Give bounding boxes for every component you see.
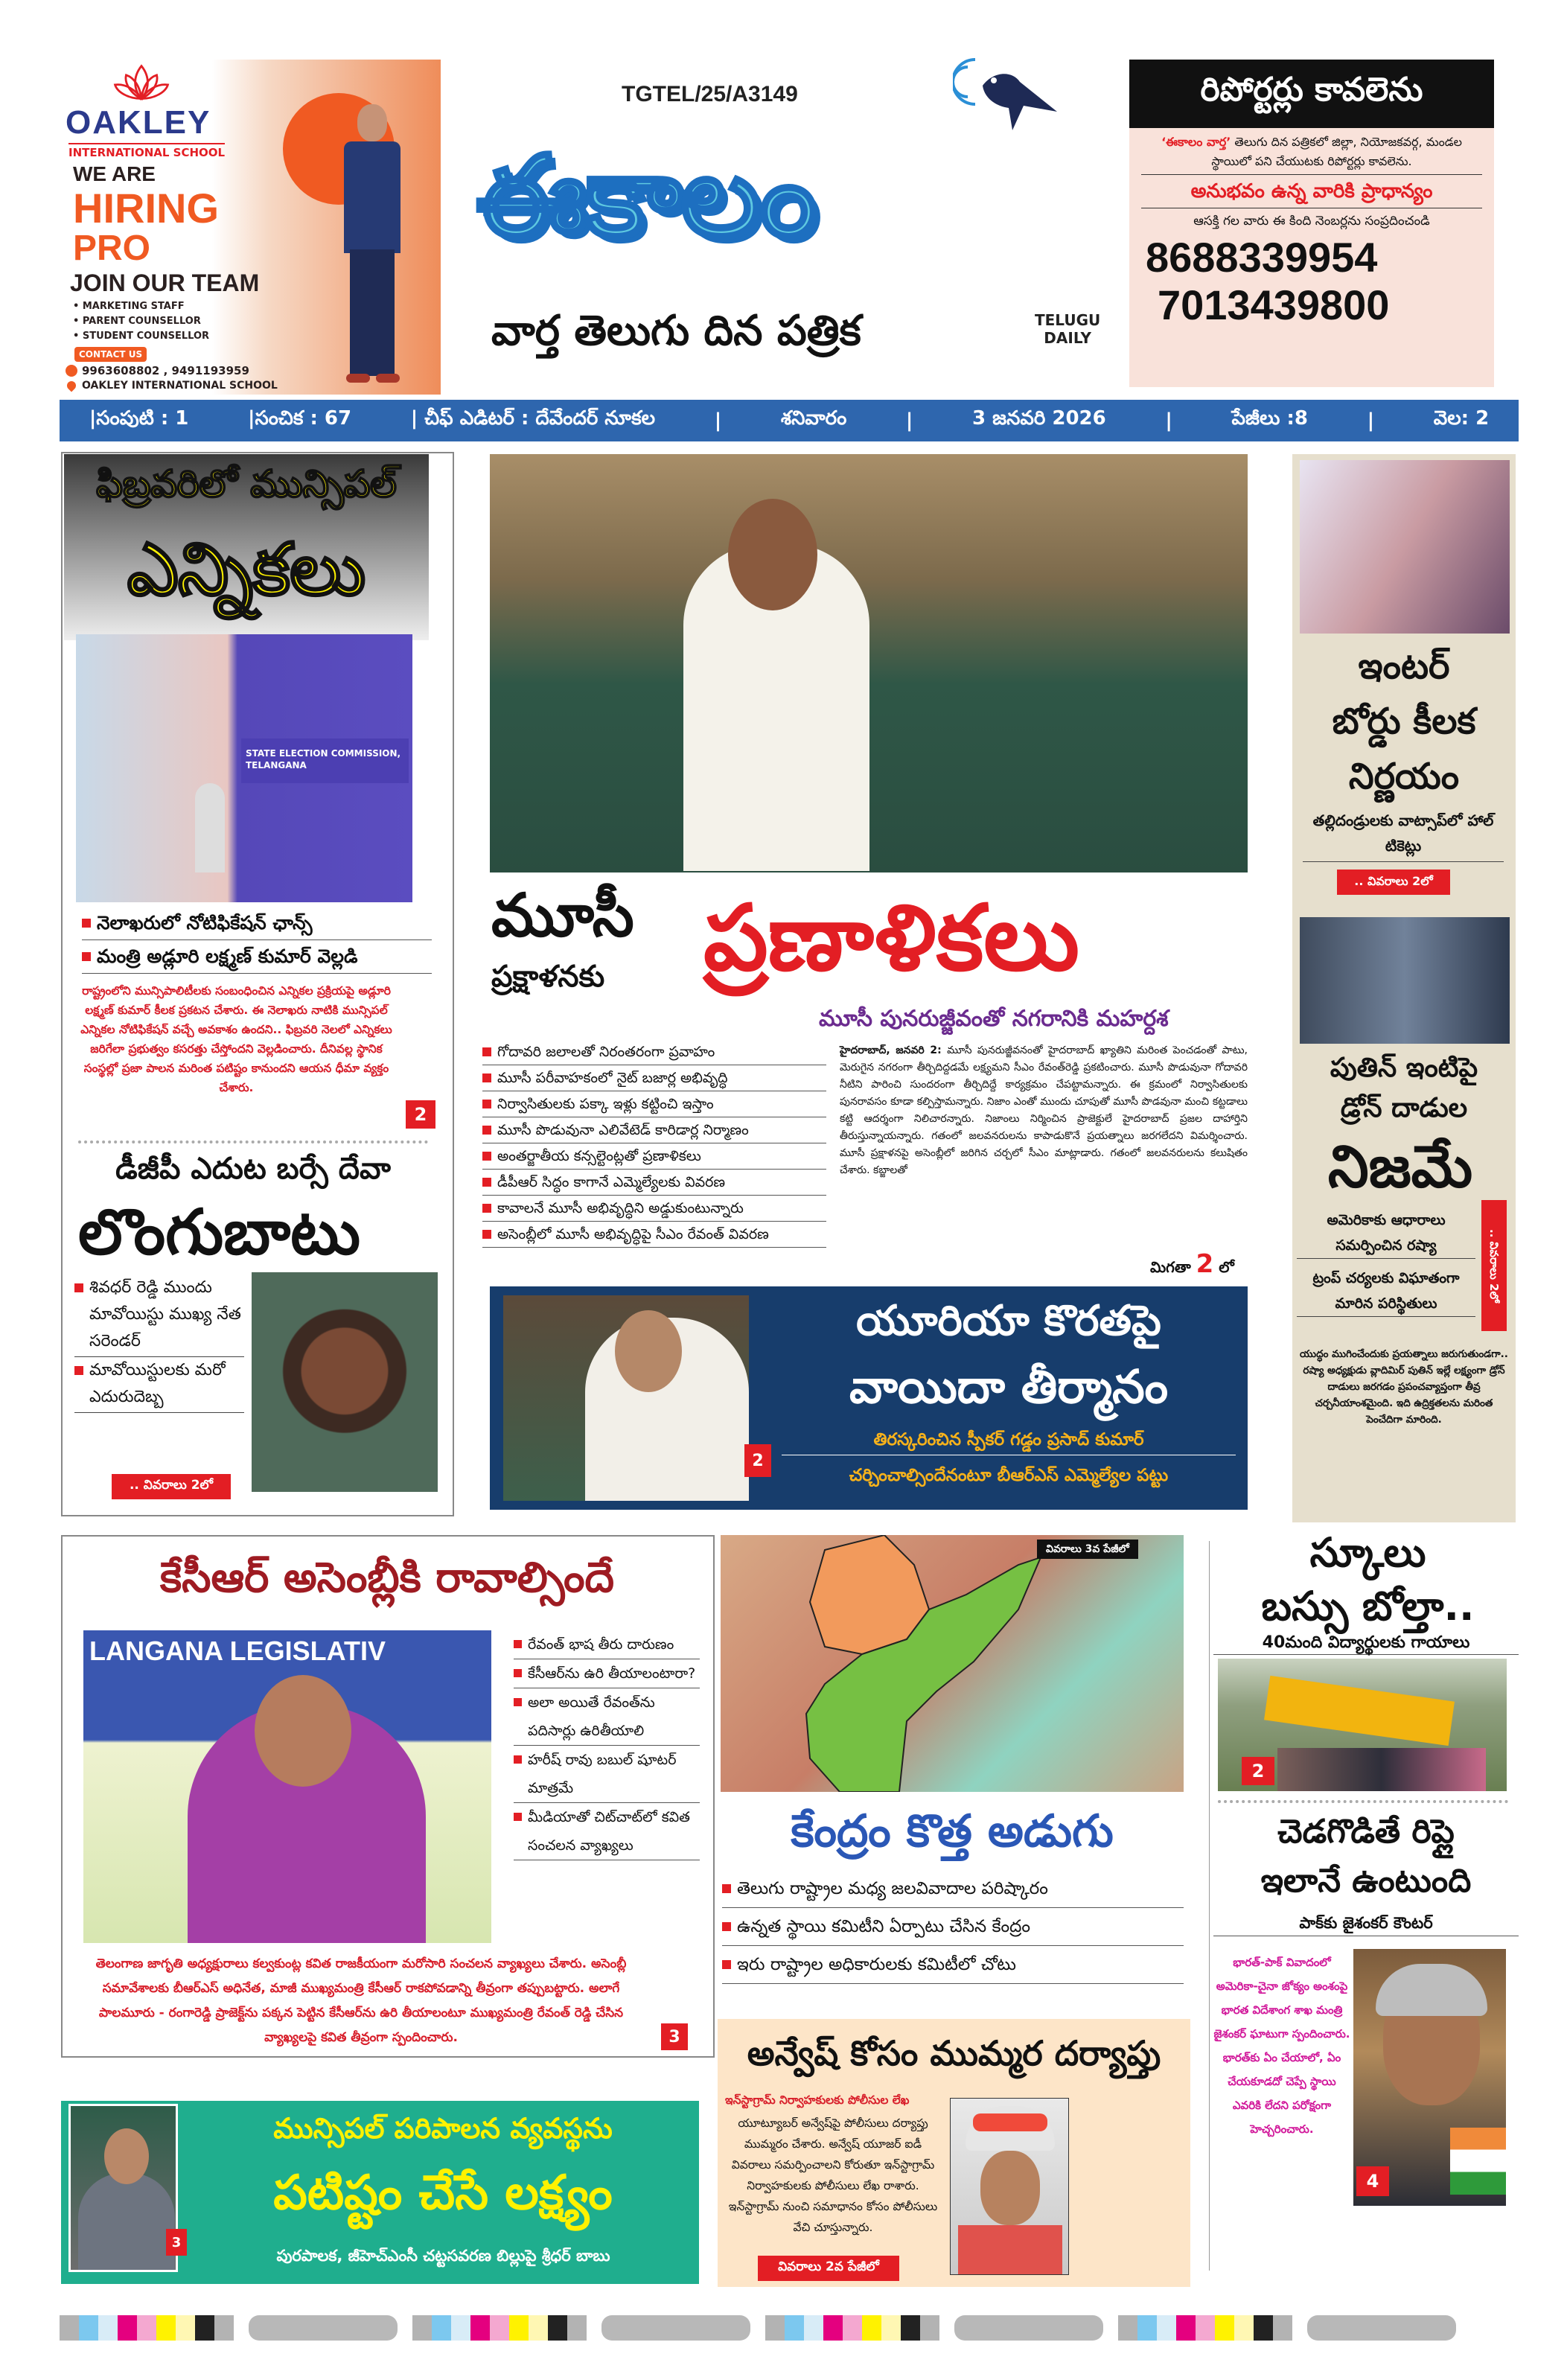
newspaper-title-logo: ఈకాలం — [476, 133, 816, 262]
page-count: పేజీలు :8 — [1231, 407, 1308, 430]
issue-date: 3 జనవరి 2026 — [972, 407, 1106, 430]
musi-continued — [1150, 1248, 1234, 1283]
bus-headline-2: బస్సు బోల్తా.. — [1261, 1583, 1475, 1630]
ad-role: • STUDENT COUNSELLOR — [73, 331, 210, 342]
color-swatch — [509, 2315, 529, 2341]
harish-rao-photo — [503, 1295, 749, 1501]
inter-headline-2: బోర్డు కీలక — [1332, 701, 1476, 742]
municipal-page-ref: 2 — [406, 1100, 435, 1129]
surrender-bullet: శివధర్ రెడ్డి ముందు మావోయిస్టు ముఖ్య నేత సరెండర్ — [89, 1278, 241, 1350]
reporters-ad-intro-brand: ‘ఈకాలం వార్త’ — [1161, 135, 1231, 149]
anvesh-shirt — [958, 2225, 1062, 2275]
sridhar-figure — [78, 2173, 175, 2272]
color-swatch — [1234, 2315, 1254, 2341]
kcr-bullet: మీడియాతో చిట్‌చాట్‌లో కవిత సంచలన వ్యాఖ్యలు — [528, 1809, 690, 1854]
ad-role: • PARENT COUNSELLOR — [73, 316, 201, 327]
color-swatch — [862, 2315, 881, 2341]
color-swatch — [1157, 2315, 1176, 2341]
urea-sub-2: చర్చించాల్సిందేనంటూ బీఆర్ఎస్ ఎమ్మెల్యేల పట్టు — [849, 1466, 1169, 1485]
hiring-advertisement — [60, 60, 441, 395]
location-pin-icon — [66, 380, 78, 392]
india-flag-icon — [1450, 2128, 1506, 2195]
water-bullet: ఉన్నత స్థాయి కమిటీని ఏర్పాటు చేసిన కేంద్రం — [737, 1917, 1031, 1936]
color-swatch — [1254, 2315, 1273, 2341]
musi-dateline: హైదరాబాద్, జనవరి 2: — [840, 1044, 942, 1056]
strip-separator: | — [1367, 409, 1375, 432]
kcr-headline: కేసీఆర్ అసెంబ్లీకి రావాల్సిందే — [159, 1554, 615, 1602]
musi-bullet: మూసీ పరీవాహకంలో నైట్ బజార్ల అభివృద్ధి — [497, 1070, 728, 1086]
reporters-phone-2: 7013439800 — [1158, 281, 1390, 328]
color-bar-pill — [601, 2315, 750, 2341]
sridhar-head — [104, 2128, 149, 2184]
ad-address: OAKLEY INTERNATIONAL SCHOOL — [82, 380, 278, 392]
color-swatch — [901, 2315, 920, 2341]
anvesh-face — [980, 2151, 1040, 2225]
putin-headline: నిజమే — [1327, 1134, 1473, 1201]
musi-kicker-2: ప్రక్షాళనకు — [491, 960, 605, 994]
color-swatch — [920, 2315, 939, 2341]
lotus-logo-icon — [104, 63, 179, 104]
map-telangana-andhra-icon — [795, 1535, 1093, 1792]
anvesh-body: యూట్యూబర్ అన్వేష్‌పై పోలీసులు దర్యాప్తు ముమ్మరం చేశారు. అన్వేష్ యూజర్ ఐడీ వివరాలు సమర్పించాలని కోరుతూ ఇన్‌స్టాగ్రామ్ నిర్వాహకులకు పోలీసులు లేఖ రాశారు. ఇన్‌స్టాగ్రామ్ నుంచి సమాధానం కోసం పోలీసులు వేచి చూస్తున్నారు. — [728, 2116, 938, 2234]
strip-separator: | — [714, 409, 722, 432]
sridhar-babu-photo — [68, 2104, 178, 2272]
putin-sub-1: అమెరికాకు ఆధారాలు సమర్పించిన రష్యా — [1297, 1207, 1475, 1259]
continued-page: 2 — [1196, 1249, 1214, 1279]
inter-headline-1: ఇంటర్ — [1358, 645, 1450, 687]
color-swatch — [785, 2315, 804, 2341]
color-swatch — [195, 2315, 214, 2341]
municipal-bullet: మంత్రి అడ్లూరి లక్ష్మణ్ కుమార్ వెల్లడి — [97, 945, 358, 967]
color-swatch — [804, 2315, 823, 2341]
jaishankar-headline-2: ఇలానే ఉంటుంది — [1260, 1862, 1472, 1900]
anvesh-more-link[interactable]: వివరాలు 2వ పేజీలో — [758, 2256, 899, 2281]
color-bar-pill — [1307, 2315, 1456, 2341]
color-swatch — [1176, 2315, 1196, 2341]
putin-kicker — [1292, 1048, 1516, 1129]
surrender-bullet: మావోయిస్టులకు మరో ఎదురుదెబ్బ — [89, 1361, 226, 1406]
kcr-bullet: కేసీఆర్‌ను ఉరి తీయాలంటారా? — [528, 1665, 696, 1682]
volume-number: |సంపుటి : 1 — [89, 407, 189, 430]
color-swatch — [98, 2315, 118, 2341]
tagline-en-2: DAILY — [1044, 329, 1091, 347]
municipal-headline-2: ఎన్నికలు — [127, 528, 366, 611]
color-swatch — [156, 2315, 176, 2341]
anvesh-sunglasses — [973, 2113, 1047, 2131]
barse-deva-photo — [252, 1272, 438, 1492]
color-swatch — [1137, 2315, 1157, 2341]
color-swatch — [823, 2315, 843, 2341]
color-swatch — [137, 2315, 156, 2341]
putin-kicker-1: పుతిన్ ఇంటిపై — [1330, 1053, 1478, 1083]
ad-role: • MARKETING STAFF — [73, 301, 185, 312]
harish-head — [615, 1310, 682, 1392]
kcr-bullet: హరీష్ రావు బబుల్ షూటర్ మాత్రమే — [528, 1752, 677, 1796]
reporters-wanted-ad — [1129, 60, 1494, 387]
surrender-headline: లొంగుబాటు — [78, 1196, 361, 1269]
surrender-kicker: డీజీపీ ఎదుట బర్సే దేవా — [115, 1152, 391, 1186]
kcr-bullet: రేవంత్ భాష తీరు దారుణం — [528, 1636, 674, 1653]
continued-label: మిగతా — [1150, 1258, 1191, 1276]
musi-bullet: కావాలనే మూసీ అభివృద్ధిని అడ్డుకుంటున్నారు — [497, 1200, 744, 1216]
photo-sign: STATE ELECTION COMMISSION, TELANGANA — [241, 738, 409, 783]
ad-brand: OAKLEY — [66, 104, 211, 141]
musi-bullet: డీపీఆర్ సిద్ధం కాగానే ఎమ్మెల్యేలకు వివరణ — [497, 1174, 726, 1190]
kcr-bullet: అలా అయితే రేవంత్‌ను పదిసార్లు ఉరితీయాలి — [528, 1694, 655, 1739]
cm-head — [728, 499, 817, 610]
anvesh-headline: అన్వేష్ కోసం ముమ్మర దర్యాప్తు — [747, 2033, 1161, 2073]
water-bullet: ఇరు రాష్ట్రాల అధికారులకు కమిటీలో చోటు — [737, 1955, 1016, 1974]
continued-suffix: లో — [1219, 1258, 1234, 1276]
bus-sub: 40మంది విద్యార్థులకు గాయాలు — [1213, 1632, 1519, 1655]
cm-assembly-photo — [490, 454, 1248, 872]
masthead — [462, 52, 1124, 387]
phone-icon — [66, 365, 77, 377]
chief-editor: | చీఫ్ ఎడిటర్ : దేవేందర్ నూకల — [410, 407, 656, 430]
strip-separator: | — [1165, 409, 1172, 432]
musi-bullet: మూసీ పొడువునా ఎలివేటెడ్ కారిడార్ల నిర్మాణం — [497, 1122, 749, 1138]
election-commission-photo — [76, 634, 412, 902]
inked-finger-icon — [195, 783, 225, 872]
ad-line-hiring: HIRING — [73, 185, 219, 232]
water-headline: కేంద్రం కొత్త అడుగు — [791, 1805, 1114, 1857]
reporters-ad-title: రిపోర్టర్లు కావలెను — [1129, 60, 1494, 128]
jaishankar-body: భారత్-పాక్ వివాదంలో అమెరికా-చైనా జోక్యం అంశంపై భారత విదేశాంగ శాఖ మంత్రి జైశంకర్ ఘాటుగా స్పందించారు. భారత్‌కు ఏం చేయాలో, ఏం చేయకూడదో చెప్పే స్థాయి ఎవరికి లేదని పరోక్షంగా హెచ్చరించారు. — [1213, 1956, 1350, 2136]
musi-bullet: గోదావరి జలాలతో నిరంతరంగా ప్రవాహం — [497, 1044, 715, 1060]
kavitha-press-photo — [83, 1630, 491, 1943]
tagline: వార్త తెలుగు దిన పత్రిక — [491, 307, 861, 355]
water-bullet: తెలుగు రాష్ట్రాల మధ్య జలవివాదాల పరిష్కారం — [737, 1879, 1048, 1898]
color-swatch — [529, 2315, 548, 2341]
municipal-admin-page-ref: 3 — [166, 2229, 187, 2256]
color-swatch — [881, 2315, 901, 2341]
musi-subhead: మూసీ పునరుజ్జీవంతో నగరానికి మహర్దశ — [819, 1006, 1169, 1032]
color-swatch — [470, 2315, 490, 2341]
jaishankar-page-ref: 4 — [1356, 2166, 1389, 2196]
water-photo-tag: వివరాలు 3వ పేజీలో — [1037, 1540, 1138, 1559]
color-swatch — [490, 2315, 509, 2341]
putin-body: యుద్ధం ముగించేందుకు ప్రయత్నాలు జరుగుతుండగా.. రష్యా అధ్యక్షుడు వ్లాదిమిర్ పుతిన్ ఇల్లే లక్ష్యంగా డ్రోన్ దాడులు జరగడం ప్రపంచవ్యాప్తంగా తీవ్ర చర్చనీయాంశమైంది. ఇది ఉద్రిక్తతలను మరింత పెంచేదిగా మారింది. — [1300, 1348, 1508, 1426]
jaishankar-headline-1: చెడగొడితే రిప్లై — [1277, 1813, 1455, 1851]
color-swatch — [548, 2315, 567, 2341]
putin-sub-2: ట్రంప్ చర్యలకు విఘాతంగా మారిన పరిస్థితులు — [1297, 1266, 1475, 1317]
kavitha-head — [255, 1675, 351, 1787]
color-swatch — [843, 2315, 862, 2341]
kcr-page-ref: 3 — [661, 2023, 688, 2050]
telugu-states-map-photo — [721, 1535, 1184, 1792]
issue-number: |సంచిక : 67 — [247, 407, 352, 430]
overturned-bus — [1264, 1676, 1455, 1746]
jaishankar-hair — [1376, 1964, 1487, 2016]
municipal-bullet: నెలాఖరులో నోటిఫికేషన్ ఛాన్స్ — [97, 912, 313, 934]
color-swatch — [1118, 2315, 1137, 2341]
putin-more-link[interactable]: .. వివరాలు 2లో — [1481, 1200, 1507, 1331]
musi-bullet: అసెంబ్లీలో మూసీ అభివృద్ధిపై సీఎం రేవంత్ వివరణ — [497, 1226, 769, 1242]
color-bar-pill — [954, 2315, 1103, 2341]
jaishankar-sub: పాక్‌కు జైశంకర్ కౌంటర్ — [1213, 1910, 1519, 1936]
ad-man-photo — [328, 104, 417, 387]
color-swatch — [79, 2315, 98, 2341]
color-bar-pill — [249, 2315, 398, 2341]
ad-contact-label: CONTACT US — [74, 347, 147, 362]
bus-headline-1: స్కూలు — [1309, 1529, 1426, 1576]
printer-color-bar — [60, 2315, 1519, 2341]
tagline-en-1: TELUGU — [1035, 311, 1101, 329]
inter-headline-3: నిర్ణయం — [1348, 756, 1460, 797]
color-swatch — [567, 2315, 587, 2341]
color-swatch — [1273, 2315, 1292, 2341]
weekday: శనివారం — [780, 407, 847, 430]
urea-sub-1: తిరస్కరించిన స్పీకర్ గడ్డం ప్రసాద్ కుమార్ — [782, 1425, 1236, 1455]
bus-page-ref: 2 — [1242, 1757, 1274, 1785]
municipal-admin-headline-2: పటిష్టం చేసే లక్ష్యం — [273, 2166, 613, 2221]
color-swatch — [432, 2315, 451, 2341]
anvesh-photo — [950, 2098, 1069, 2275]
putin-kicker-2: డ్రోన్ దాడుల — [1340, 1093, 1468, 1123]
color-swatch — [60, 2315, 79, 2341]
dotted-divider — [78, 1140, 428, 1143]
municipal-admin-headline-1: మున్సిపల్ పరిపాలన వ్యవస్థను — [273, 2112, 613, 2145]
photo-banner-text: LANGANA LEGISLATIV — [89, 1636, 386, 1666]
inter-sub: తల్లిదండ్రులకు వాట్సాప్‌లో హాల్ టికెట్లు — [1303, 808, 1504, 862]
musi-body — [840, 1042, 1248, 1179]
reporters-ad-intro: తెలుగు దిన పత్రికలో జిల్లా, నియోజకవర్గ, మండల స్థాయిలో పని చేయుటకు రిపోర్టర్లు కావలెను. — [1211, 135, 1462, 168]
color-swatch — [1196, 2315, 1215, 2341]
color-swatch — [214, 2315, 234, 2341]
musi-kicker-1: మూసీ — [491, 881, 634, 950]
musi-bullet: అంతర్జాతీయ కన్సల్టెంట్లతో ప్రణాళికలు — [497, 1148, 701, 1164]
registration-number: TGTEL/25/A3149 — [622, 82, 798, 106]
musi-bullet: నిర్వాసితులకు పక్కా ఇళ్లు కట్టించి ఇస్తాం — [497, 1096, 714, 1112]
inter-more-link[interactable]: .. వివరాలు 2లో — [1337, 870, 1450, 895]
kcr-body: తెలంగాణ జాగృతి అధ్యక్షురాలు కల్వకుంట్ల కవిత రాజకీయంగా మరోసారి సంచలన వ్యాఖ్యలు చేశారు. అసెంబ్లీ సమావేశాలకు బీఆర్ఎస్ అధినేత, మాజీ ముఖ్యమంత్రి కేసీఆర్ రాకపోవడాన్ని తీవ్రంగా తప్పుబట్టారు. అలాగే పాలమూరు - రంగారెడ్డి ప్రాజెక్ట్‌ను పక్కన పెట్టిన కేసీఆర్‌ను ఉరి తీయాలంటూ ముఖ్యమంత్రి రేవంత్ రెడ్డి చేసిన వ్యాఖ్యలపై కవిత తీవ్రంగా స్పందించారు. — [95, 1956, 627, 2045]
ad-phones: 9963608802 , 9491193959 — [82, 364, 249, 377]
anvesh-sub: ఇన్‌స్టాగ్రామ్ నిర్వాహకులకు పోలీసుల లేఖ — [725, 2093, 910, 2107]
reporters-ad-priority: అనుభవం ఉన్న వారికి ప్రాధాన్యం — [1141, 175, 1482, 208]
color-swatch — [176, 2315, 195, 2341]
urea-headline-1: యూరియా కొరతపై — [856, 1297, 1161, 1345]
crowd — [1277, 1748, 1486, 1791]
color-swatch — [765, 2315, 785, 2341]
color-swatch — [412, 2315, 432, 2341]
municipal-admin-sub: పురపాలక, జీహెచ్ఎంసీ చట్టసవరణ బిల్లుపై శ్రీధర్ బాబు — [276, 2247, 610, 2265]
column-divider — [1209, 1541, 1210, 2271]
strip-separator: | — [905, 409, 913, 432]
urea-page-ref: 2 — [744, 1444, 771, 1477]
issue-info-strip — [60, 400, 1519, 441]
students-exam-photo — [1300, 460, 1510, 634]
ad-line-pro: PRO — [73, 229, 151, 268]
price: వెల: 2 — [1433, 407, 1490, 430]
crow-icon — [953, 52, 1065, 134]
municipal-headline-1: ఫిబ్రవరిలో మున్సిపల్ — [96, 462, 397, 505]
ad-brand-sub: INTERNATIONAL SCHOOL — [68, 143, 225, 159]
bus-headline — [1213, 1526, 1522, 1633]
musi-body-text: మూసీ పునరుజ్జీవనంతో హైదరాబాద్ ఖ్యాతిని మరింత పెంచడంతో పాటు, మెరుగైన నగరంగా తీర్చిదిద్దడమే లక్ష్యమని సీఎం రేవంత్‌రెడ్డి ప్రకటించారు. మూసీ పొడువునా గోదావరి నీటిని పారించి సుందరంగా తీర్చిదిద్దే కార్యక్రమం చేపట్టామన్నారు. ఈ క్రమంలో నిర్వాసితులకు పునరావసం కూడా కల్పిస్తామన్నారు. నిజాం ఎంతో ముందు చూపుతో మూసీ పొడవునా మంచి కట్టడాలు కట్టి ఆదర్శంగా నిలిచారన్నారు. నిజాంలు నిర్మించిన ప్రాజెక్టులే హైదరాబాద్ ప్రజల దాహార్తిని తీరుస్తున్నాయన్నారు. గతంలో జలవనరులను కాపాడుకొనే ప్రయత్నాలు జరగలేదని విమర్శించారు. మూసీ ప్రక్షాళనపై అసెంబ్లీలో జరిగిన చర్చలో సీఎం మాట్లాడారు. గతంలో జలవనరులను కలుషితం చేశారు. కబ్జాలతో — [840, 1044, 1248, 1176]
putin-meeting-photo — [1300, 917, 1510, 1044]
color-swatch — [118, 2315, 137, 2341]
jaishankar-headline — [1213, 1808, 1519, 1906]
inter-headline — [1292, 639, 1516, 804]
municipal-body: రాష్ట్రంలోని మున్సిపాలిటీలకు సంబంధించిన ఎన్నికల ప్రక్రియపై అడ్లూరి లక్ష్మణ్ కుమార్ కీలక ప్రకటన చేశారు. ఈ నెలాఖరు నాటికి మున్సిపల్ ఎన్నికల నోటిఫికేషన్ వచ్చే అవకాశం ఉందని.. ఫిబ్రవరి నెలలో ఎన్నికలు జరిగేలా ప్రభుత్వం కసరత్తు చేస్తోందని వెల్లడించారు. దీనివల్ల స్థానిక సంస్థల్లో ప్రజా పాలన మరింత పటిష్టం కానుందని ఆయన ధీమా వ్యక్తం చేశారు. — [80, 984, 392, 1094]
surrender-more-link[interactable]: .. వివరాలు 2లో — [112, 1474, 231, 1499]
musi-headline: ప్రణాళికలు — [703, 885, 1079, 991]
color-swatch — [1215, 2315, 1234, 2341]
dotted-divider — [1218, 1800, 1508, 1803]
urea-headline-2: వాయిదా తీర్మానం — [849, 1359, 1169, 1414]
reporters-phone-1: 8688339954 — [1146, 234, 1378, 281]
reporters-ad-contact-line: ఆసక్తి గల వారు ఈ కింది నెంబర్లను సంప్రదించండి — [1193, 214, 1430, 229]
ad-line-join: JOIN OUR TEAM — [70, 269, 260, 296]
color-swatch — [451, 2315, 470, 2341]
ad-line-we-are: WE ARE — [73, 162, 156, 185]
